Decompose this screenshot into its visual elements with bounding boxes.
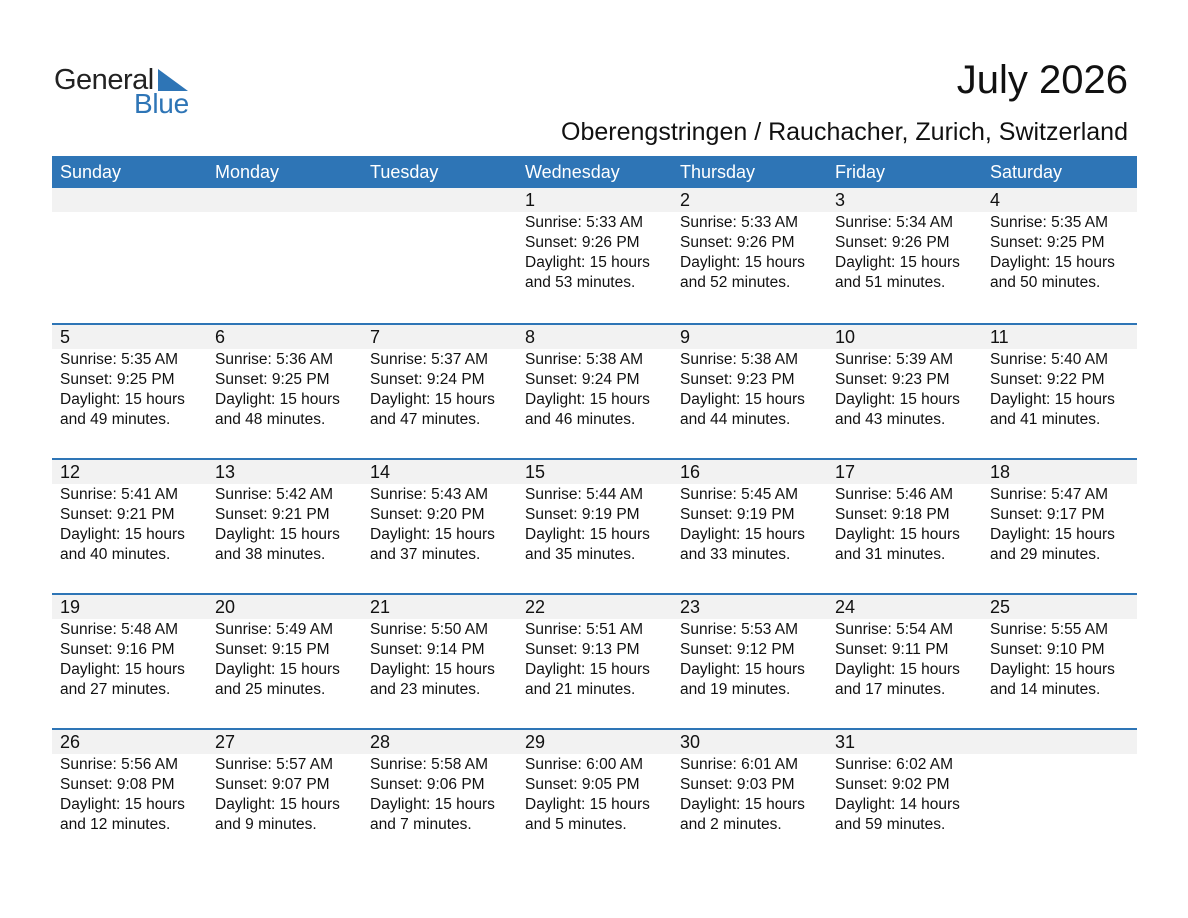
day-number-band (52, 595, 1137, 619)
sunrise-text: Sunrise: 5:39 AM (835, 351, 954, 368)
sunset-text: Sunset: 9:18 PM (835, 506, 950, 523)
sunset-text: Sunset: 9:11 PM (835, 641, 949, 658)
day-cell (362, 484, 517, 565)
daylight-text: Daylight: 14 hours (835, 796, 960, 813)
minutes-text: and 48 minutes. (215, 411, 326, 428)
day-cell (207, 484, 362, 565)
minutes-text: and 40 minutes. (60, 546, 171, 563)
day-number: 22 (525, 597, 546, 617)
sunrise-text: Sunrise: 5:34 AM (835, 214, 954, 231)
day-number: 16 (680, 462, 701, 482)
day-number (362, 188, 517, 212)
week-row (52, 323, 1137, 458)
sunrise-text: Sunrise: 5:45 AM (680, 486, 799, 503)
sunset-text: Sunset: 9:19 PM (525, 506, 640, 523)
day-cell (362, 754, 517, 835)
sunset-text: Sunset: 9:08 PM (60, 776, 175, 793)
minutes-text: and 46 minutes. (525, 411, 636, 428)
day-number: 11 (990, 327, 1009, 347)
weekday-header-monday: Monday (215, 162, 280, 182)
sunset-text: Sunset: 9:12 PM (680, 641, 795, 658)
day-cell (982, 484, 1137, 565)
sunrise-text: Sunrise: 5:47 AM (990, 486, 1109, 503)
daylight-text: Daylight: 15 hours (835, 391, 960, 408)
sunrise-text: Sunrise: 5:53 AM (680, 621, 799, 638)
day-number-band (52, 730, 1137, 754)
day-number: 3 (835, 190, 846, 210)
day-cell (517, 619, 672, 700)
daylight-text: Daylight: 15 hours (60, 796, 185, 813)
sunrise-text: Sunrise: 5:57 AM (215, 756, 334, 773)
day-cell (517, 212, 672, 293)
sunrise-text: Sunrise: 5:55 AM (990, 621, 1109, 638)
daylight-text: Daylight: 15 hours (680, 661, 805, 678)
minutes-text: and 12 minutes. (60, 816, 171, 833)
sunrise-text: Sunrise: 5:38 AM (680, 351, 799, 368)
weekday-header-saturday: Saturday (990, 162, 1063, 182)
sunrise-text: Sunrise: 5:35 AM (60, 351, 179, 368)
sunset-text: Sunset: 9:25 PM (990, 234, 1105, 251)
sunrise-text: Sunrise: 6:00 AM (525, 756, 644, 773)
minutes-text: and 2 minutes. (680, 816, 782, 833)
minutes-text: and 47 minutes. (370, 411, 481, 428)
sunset-text: Sunset: 9:06 PM (370, 776, 485, 793)
minutes-text: and 52 minutes. (680, 274, 791, 291)
sunset-text: Sunset: 9:02 PM (835, 776, 950, 793)
generalblue-logo (54, 64, 204, 120)
day-cell (672, 212, 827, 293)
sunset-text: Sunset: 9:19 PM (680, 506, 795, 523)
day-number: 19 (60, 597, 81, 617)
weekday-header-sunday: Sunday (60, 162, 122, 182)
sunset-text: Sunset: 9:22 PM (990, 371, 1105, 388)
minutes-text: and 23 minutes. (370, 681, 481, 698)
logo-general-text: General (54, 64, 154, 96)
day-number: 17 (835, 462, 856, 482)
minutes-text: and 49 minutes. (60, 411, 171, 428)
day-cell (517, 754, 672, 835)
day-number (982, 730, 1137, 754)
sunset-text: Sunset: 9:25 PM (60, 371, 175, 388)
day-number: 23 (680, 597, 701, 617)
day-cell (207, 349, 362, 430)
day-cell (982, 754, 1137, 835)
day-cell (827, 212, 982, 293)
minutes-text: and 27 minutes. (60, 681, 171, 698)
weekday-header-wednesday: Wednesday (525, 162, 620, 182)
daylight-text: Daylight: 15 hours (215, 391, 340, 408)
daylight-text: Daylight: 15 hours (680, 254, 805, 271)
minutes-text: and 38 minutes. (215, 546, 326, 563)
day-cell (827, 349, 982, 430)
day-number: 5 (60, 327, 71, 347)
day-cell (52, 754, 207, 835)
weekday-header-thursday: Thursday (680, 162, 756, 182)
day-number: 6 (215, 327, 226, 347)
daylight-text: Daylight: 15 hours (215, 796, 340, 813)
day-number: 29 (525, 732, 546, 752)
minutes-text: and 50 minutes. (990, 274, 1101, 291)
sunset-text: Sunset: 9:23 PM (835, 371, 950, 388)
sunrise-text: Sunrise: 5:35 AM (990, 214, 1109, 231)
sunset-text: Sunset: 9:15 PM (215, 641, 330, 658)
sunrise-text: Sunrise: 5:56 AM (60, 756, 179, 773)
minutes-text: and 29 minutes. (990, 546, 1101, 563)
sunset-text: Sunset: 9:03 PM (680, 776, 795, 793)
daylight-text: Daylight: 15 hours (990, 526, 1115, 543)
calendar-weeks (52, 188, 1137, 863)
day-number: 26 (60, 732, 81, 752)
day-number: 27 (215, 732, 236, 752)
sunrise-text: Sunrise: 5:58 AM (370, 756, 489, 773)
day-number: 9 (680, 327, 691, 347)
daylight-text: Daylight: 15 hours (680, 526, 805, 543)
day-cell (207, 619, 362, 700)
sunset-text: Sunset: 9:05 PM (525, 776, 640, 793)
minutes-text: and 33 minutes. (680, 546, 791, 563)
daylight-text: Daylight: 15 hours (990, 254, 1115, 271)
minutes-text: and 59 minutes. (835, 816, 946, 833)
day-number: 30 (680, 732, 701, 752)
sunset-text: Sunset: 9:20 PM (370, 506, 485, 523)
daylight-text: Daylight: 15 hours (835, 526, 960, 543)
daylight-text: Daylight: 15 hours (525, 391, 650, 408)
sunset-text: Sunset: 9:07 PM (215, 776, 330, 793)
sunrise-text: Sunrise: 5:49 AM (215, 621, 334, 638)
sunrise-text: Sunrise: 5:54 AM (835, 621, 954, 638)
daylight-text: Daylight: 15 hours (680, 391, 805, 408)
weekday-header-tuesday: Tuesday (370, 162, 439, 182)
day-cell (982, 619, 1137, 700)
sunrise-text: Sunrise: 5:51 AM (525, 621, 644, 638)
day-number: 12 (60, 462, 81, 482)
day-number: 28 (370, 732, 391, 752)
sunset-text: Sunset: 9:14 PM (370, 641, 485, 658)
day-number-band (52, 325, 1137, 349)
daylight-text: Daylight: 15 hours (60, 661, 185, 678)
day-cell (672, 349, 827, 430)
sunrise-text: Sunrise: 5:36 AM (215, 351, 334, 368)
day-cell (517, 484, 672, 565)
sunrise-text: Sunrise: 5:42 AM (215, 486, 334, 503)
sunset-text: Sunset: 9:26 PM (680, 234, 795, 251)
weekday-header-row (52, 156, 1137, 188)
day-cell (52, 212, 207, 293)
daylight-text: Daylight: 15 hours (525, 526, 650, 543)
day-number: 18 (990, 462, 1011, 482)
sunset-text: Sunset: 9:21 PM (60, 506, 175, 523)
day-info-band (52, 484, 1137, 565)
sunset-text: Sunset: 9:26 PM (525, 234, 640, 251)
day-number-band (52, 460, 1137, 484)
day-number: 1 (525, 190, 536, 210)
day-cell (207, 212, 362, 293)
day-number: 15 (525, 462, 546, 482)
sunrise-text: Sunrise: 5:48 AM (60, 621, 179, 638)
daylight-text: Daylight: 15 hours (60, 391, 185, 408)
day-cell (52, 484, 207, 565)
daylight-text: Daylight: 15 hours (990, 391, 1115, 408)
minutes-text: and 31 minutes. (835, 546, 946, 563)
day-cell (672, 754, 827, 835)
day-info-band (52, 349, 1137, 430)
minutes-text: and 17 minutes. (835, 681, 946, 698)
daylight-text: Daylight: 15 hours (215, 661, 340, 678)
day-number: 2 (680, 190, 691, 210)
daylight-text: Daylight: 15 hours (525, 661, 650, 678)
minutes-text: and 21 minutes. (525, 681, 636, 698)
sunrise-text: Sunrise: 6:02 AM (835, 756, 954, 773)
week-row (52, 728, 1137, 863)
minutes-text: and 51 minutes. (835, 274, 946, 291)
minutes-text: and 14 minutes. (990, 681, 1101, 698)
sunrise-text: Sunrise: 5:46 AM (835, 486, 954, 503)
day-cell (672, 619, 827, 700)
minutes-text: and 35 minutes. (525, 546, 636, 563)
daylight-text: Daylight: 15 hours (525, 796, 650, 813)
daylight-text: Daylight: 15 hours (370, 796, 495, 813)
week-row (52, 593, 1137, 728)
minutes-text: and 41 minutes. (990, 411, 1101, 428)
day-number: 21 (370, 597, 391, 617)
minutes-text: and 5 minutes. (525, 816, 627, 833)
day-cell (982, 349, 1137, 430)
day-cell (362, 349, 517, 430)
sunrise-text: Sunrise: 5:44 AM (525, 486, 644, 503)
daylight-text: Daylight: 15 hours (60, 526, 185, 543)
day-cell (982, 212, 1137, 293)
sunrise-text: Sunrise: 5:43 AM (370, 486, 489, 503)
day-cell (52, 619, 207, 700)
daylight-text: Daylight: 15 hours (370, 391, 495, 408)
logo-blue-text: Blue (134, 88, 189, 119)
day-number: 31 (835, 732, 856, 752)
sunset-text: Sunset: 9:16 PM (60, 641, 175, 658)
day-number: 25 (990, 597, 1011, 617)
minutes-text: and 44 minutes. (680, 411, 791, 428)
week-row (52, 188, 1137, 323)
day-number-band (52, 188, 1137, 212)
daylight-text: Daylight: 15 hours (680, 796, 805, 813)
sunrise-text: Sunrise: 6:01 AM (680, 756, 799, 773)
calendar-grid (52, 156, 1137, 863)
day-cell (517, 349, 672, 430)
day-cell (207, 754, 362, 835)
sunset-text: Sunset: 9:10 PM (990, 641, 1105, 658)
minutes-text: and 9 minutes. (215, 816, 317, 833)
sunset-text: Sunset: 9:24 PM (525, 371, 640, 388)
day-number: 7 (370, 327, 381, 347)
sunset-text: Sunset: 9:25 PM (215, 371, 330, 388)
page-title: July 2026 (956, 58, 1128, 102)
day-info-band (52, 212, 1137, 293)
daylight-text: Daylight: 15 hours (835, 254, 960, 271)
minutes-text: and 25 minutes. (215, 681, 326, 698)
sunrise-text: Sunrise: 5:33 AM (525, 214, 644, 231)
week-row (52, 458, 1137, 593)
sunrise-text: Sunrise: 5:38 AM (525, 351, 644, 368)
day-cell (827, 484, 982, 565)
day-number: 8 (525, 327, 536, 347)
sunset-text: Sunset: 9:17 PM (990, 506, 1105, 523)
minutes-text: and 43 minutes. (835, 411, 946, 428)
day-number: 10 (835, 327, 856, 347)
day-cell (672, 484, 827, 565)
minutes-text: and 37 minutes. (370, 546, 481, 563)
day-number (207, 188, 362, 212)
minutes-text: and 7 minutes. (370, 816, 472, 833)
minutes-text: and 53 minutes. (525, 274, 636, 291)
day-number: 13 (215, 462, 236, 482)
weekday-header-friday: Friday (835, 162, 886, 182)
daylight-text: Daylight: 15 hours (215, 526, 340, 543)
day-cell (827, 754, 982, 835)
sunrise-text: Sunrise: 5:37 AM (370, 351, 489, 368)
day-number: 14 (370, 462, 391, 482)
day-number (52, 188, 207, 212)
day-info-band (52, 754, 1137, 835)
day-number: 4 (990, 190, 1001, 210)
sunset-text: Sunset: 9:21 PM (215, 506, 330, 523)
day-cell (52, 349, 207, 430)
sunrise-text: Sunrise: 5:40 AM (990, 351, 1109, 368)
daylight-text: Daylight: 15 hours (370, 526, 495, 543)
day-info-band (52, 619, 1137, 700)
sunrise-text: Sunrise: 5:41 AM (60, 486, 179, 503)
sunrise-text: Sunrise: 5:33 AM (680, 214, 799, 231)
minutes-text: and 19 minutes. (680, 681, 791, 698)
day-number: 24 (835, 597, 856, 617)
location-subtitle: Oberengstringen / Rauchacher, Zurich, Switzerland (561, 118, 1128, 146)
sunset-text: Sunset: 9:23 PM (680, 371, 795, 388)
daylight-text: Daylight: 15 hours (835, 661, 960, 678)
daylight-text: Daylight: 15 hours (525, 254, 650, 271)
sunrise-text: Sunrise: 5:50 AM (370, 621, 489, 638)
sunset-text: Sunset: 9:26 PM (835, 234, 950, 251)
day-cell (362, 619, 517, 700)
day-cell (362, 212, 517, 293)
sunset-text: Sunset: 9:24 PM (370, 371, 485, 388)
daylight-text: Daylight: 15 hours (370, 661, 495, 678)
day-cell (827, 619, 982, 700)
daylight-text: Daylight: 15 hours (990, 661, 1115, 678)
sunset-text: Sunset: 9:13 PM (525, 641, 640, 658)
day-number: 20 (215, 597, 236, 617)
